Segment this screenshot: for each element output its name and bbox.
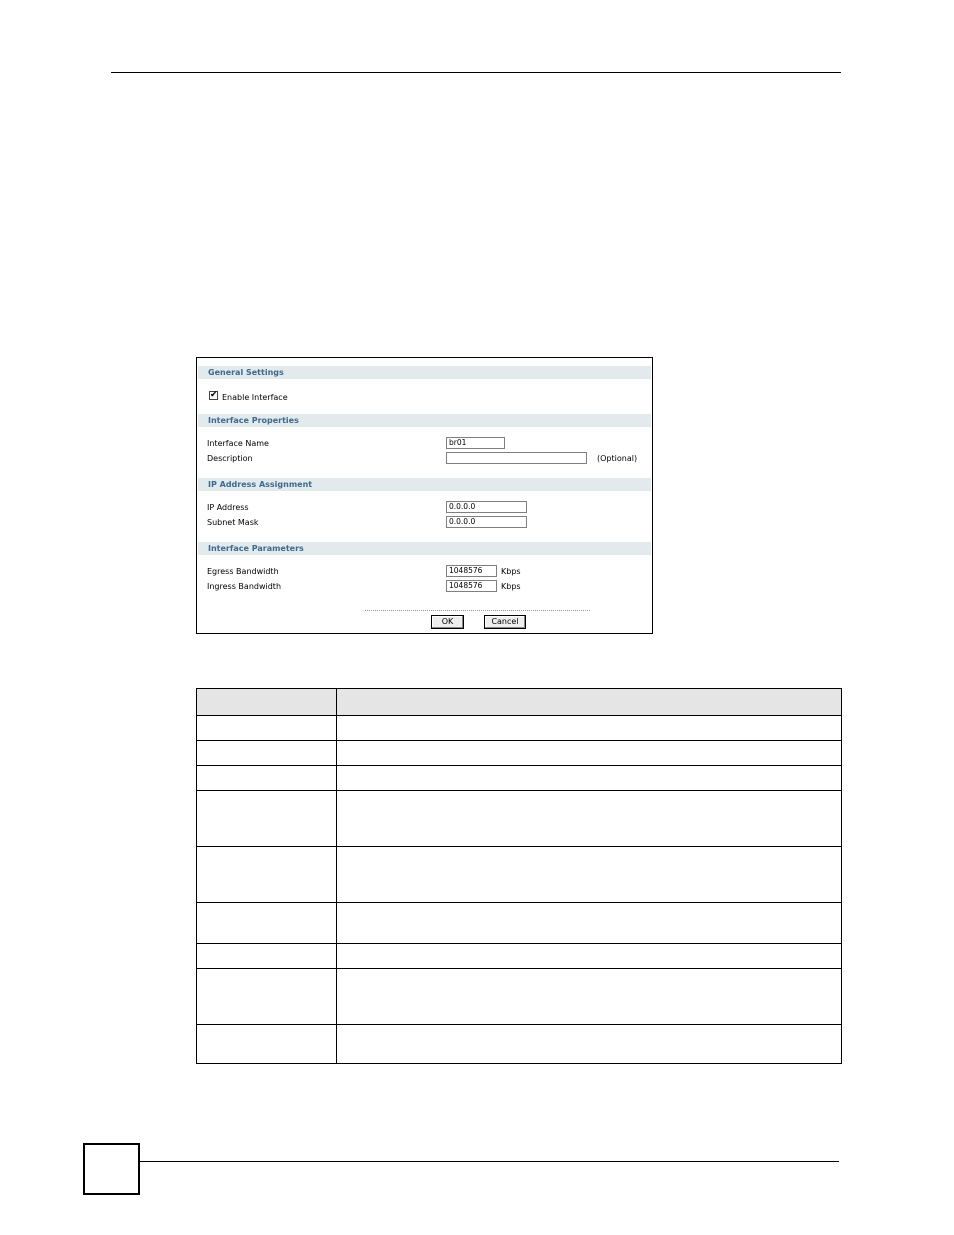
- enable-interface-label: Enable Interface: [222, 393, 288, 402]
- table-row: [197, 969, 841, 1025]
- button-divider: [365, 610, 590, 611]
- section-interface-parameters: Interface Parameters: [198, 542, 651, 555]
- enable-interface-checkbox[interactable]: ✔: [210, 390, 218, 400]
- footer-rule: [140, 1161, 839, 1162]
- table-row: [197, 903, 841, 944]
- table-row: [197, 847, 841, 903]
- ok-button[interactable]: OK: [431, 615, 464, 629]
- ingress-bandwidth-label: Ingress Bandwidth: [207, 582, 282, 591]
- ingress-unit: Kbps: [501, 582, 521, 591]
- section-general-settings: General Settings: [198, 366, 651, 379]
- egress-bandwidth-label: Egress Bandwidth: [207, 567, 279, 576]
- subnet-mask-label: Subnet Mask: [207, 518, 259, 527]
- interface-name-input[interactable]: br01: [446, 437, 505, 449]
- table-row: [197, 741, 841, 766]
- table-header-row: [197, 689, 841, 716]
- egress-unit: Kbps: [501, 567, 521, 576]
- description-input[interactable]: [446, 452, 587, 464]
- edit-bridge-interface-panel: [196, 357, 653, 634]
- table-row: [197, 716, 841, 741]
- field-description-table: [196, 688, 842, 1064]
- table-row: [197, 791, 841, 847]
- interface-name-label: Interface Name: [207, 439, 269, 448]
- subnet-mask-input[interactable]: 0.0.0.0: [446, 516, 527, 528]
- description-label: Description: [207, 454, 253, 463]
- ingress-bandwidth-input[interactable]: 1048576: [446, 580, 497, 592]
- table-column-divider: [336, 689, 337, 1063]
- section-ip-address-assignment: IP Address Assignment: [198, 478, 651, 491]
- table-row: [197, 944, 841, 969]
- cancel-button[interactable]: Cancel: [484, 615, 526, 629]
- ip-address-input[interactable]: 0.0.0.0: [446, 501, 527, 513]
- description-optional-hint: (Optional): [597, 454, 638, 463]
- header-rule: [111, 72, 841, 73]
- egress-bandwidth-input[interactable]: 1048576: [446, 565, 497, 577]
- page-number-box: [83, 1143, 140, 1195]
- ip-address-label: IP Address: [207, 503, 249, 512]
- table-row: [197, 766, 841, 791]
- section-interface-properties: Interface Properties: [198, 414, 651, 427]
